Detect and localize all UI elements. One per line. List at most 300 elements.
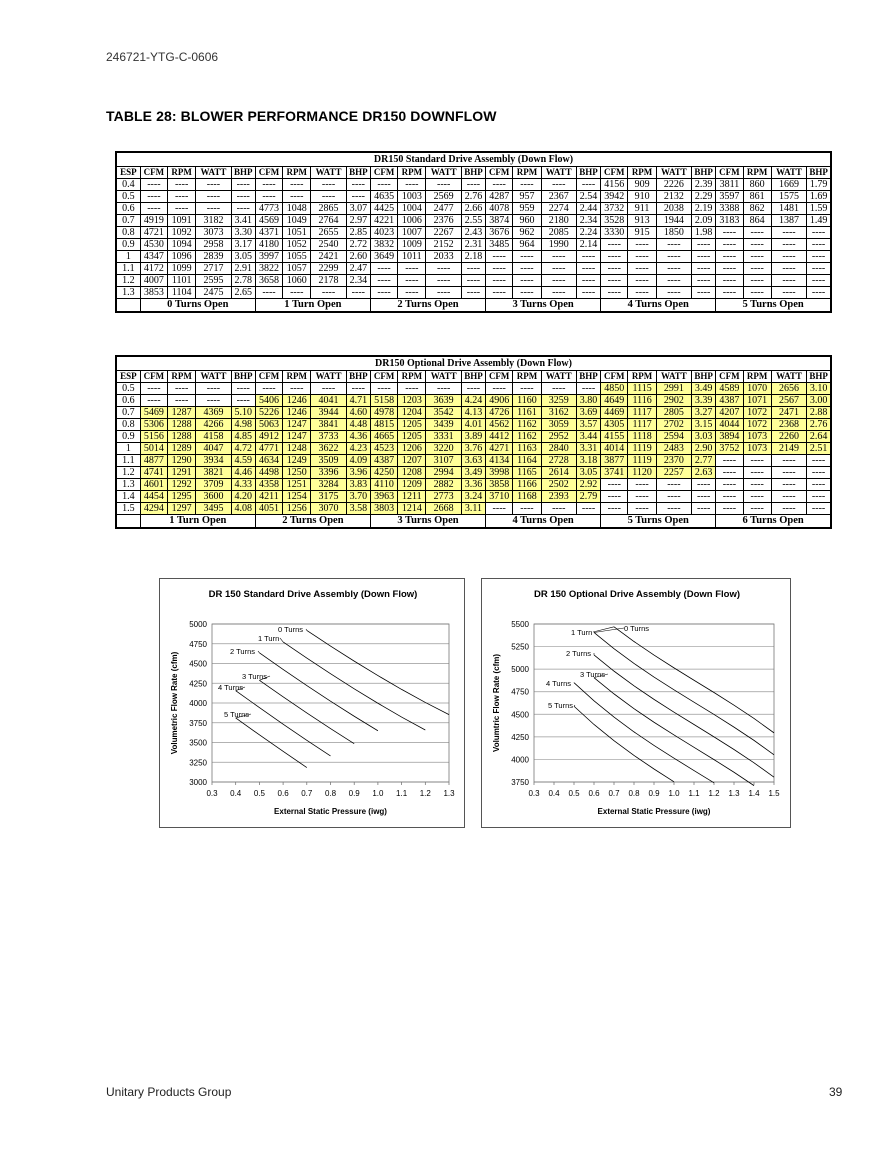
table-cell: 4.98 [231,418,255,430]
table-cell: 3.49 [461,466,485,478]
table-cell: ---- [576,286,600,298]
table-cell: 3.18 [576,454,600,466]
table-cell: ---- [370,178,397,190]
table-cell: 2882 [426,478,461,490]
table-cell: 959 [513,202,541,214]
table-cell: 2267 [426,226,461,238]
table-cell: 1251 [283,478,311,490]
table-cell: 2.72 [346,238,370,250]
table-cell: 1206 [398,442,426,454]
table-cell: ---- [771,286,806,298]
turns-open-label: 3 Turns Open [370,514,485,528]
table-cell: 3649 [370,250,397,262]
column-header: BHP [576,166,600,178]
table-cell: 2728 [541,454,576,466]
table-cell: 3832 [370,238,397,250]
x-axis-label: External Static Pressure (iwg) [274,807,387,816]
table-cell: 4369 [196,406,231,418]
table-cell: ---- [426,286,461,298]
y-tick-label: 3750 [189,718,207,728]
table-cell: ---- [541,178,576,190]
table-cell: ---- [807,490,831,502]
table-cell: 2.34 [576,214,600,226]
table-cell: 3822 [255,262,282,274]
table-cell: 1162 [513,430,541,442]
table-cell: 1290 [168,454,196,466]
series-line [574,683,714,783]
table-cell: 4721 [140,226,167,238]
table-cell: 3.41 [231,214,255,226]
table-cell: 3073 [196,226,231,238]
table-cell: ---- [398,262,426,274]
column-header: RPM [283,166,311,178]
table-cell: 3.17 [231,238,255,250]
table-cell: ---- [311,286,346,298]
table-cell: ---- [771,262,806,274]
table-cell: 1051 [283,226,311,238]
table-cell: ---- [426,274,461,286]
table-cell: 3059 [541,418,576,430]
table-cell: 3.69 [576,406,600,418]
y-tick-label: 5500 [511,620,529,629]
table-cell: 2958 [196,238,231,250]
table-cell: 4.85 [231,430,255,442]
table-cell: 4773 [255,202,282,214]
table-cell: 3998 [486,466,513,478]
column-header: RPM [283,370,311,382]
esp-cell: 1.3 [116,478,140,490]
table-cell: 915 [628,226,656,238]
table-cell: 4387 [370,454,397,466]
table-cell: 4.36 [346,430,370,442]
table-cell: ---- [771,226,806,238]
table-cell: 2483 [656,442,691,454]
table-row [116,190,831,202]
table-row [116,382,831,394]
footer-company: Unitary Products Group [106,1085,232,1099]
table-cell: 1297 [168,502,196,514]
series-label: 0 Turns [278,625,304,634]
table-cell: 2.19 [692,202,716,214]
table-cell: 2367 [541,190,576,202]
table-cell: 3.63 [461,454,485,466]
table-cell: 1119 [628,454,656,466]
table-row [116,406,831,418]
table-cell: 3622 [311,442,346,454]
x-tick-label: 0.4 [230,789,242,798]
table-row [116,214,831,226]
table-cell: ---- [628,250,656,262]
table-cell: ---- [231,394,255,406]
turns-open-label: 2 Turns Open [255,514,370,528]
table-cell: ---- [743,466,771,478]
table-cell: 1165 [513,466,541,478]
table-cell: ---- [541,382,576,394]
x-tick-label: 0.8 [324,789,337,798]
table-cell: ---- [656,478,691,490]
esp-cell: 1 [116,250,140,262]
column-header: RPM [628,166,656,178]
table-cell: 4.23 [346,442,370,454]
table-cell: ---- [283,190,311,202]
x-tick-label: 0.7 [301,789,313,798]
esp-cell: 1.4 [116,490,140,502]
table-cell: ---- [196,394,231,406]
table-row [116,502,831,514]
table-cell: 4649 [601,394,628,406]
y-tick-label: 5000 [189,620,207,629]
table-cell: 2.88 [807,406,831,418]
y-tick-label: 4750 [189,639,207,649]
table-cell: 2865 [311,202,346,214]
x-tick-label: 0.6 [277,789,289,798]
table-cell: 4850 [601,382,628,394]
table-cell: ---- [576,382,600,394]
table-row [116,478,831,490]
table-cell: 1092 [168,226,196,238]
table-row [116,418,831,430]
table-cell: 3.15 [692,418,716,430]
table-cell: 5469 [140,406,167,418]
table-cell: 2368 [771,418,806,430]
column-header: ESP [116,166,140,178]
x-tick-label: 0.8 [628,789,640,798]
esp-cell: 0.4 [116,178,140,190]
table-cell: 4530 [140,238,167,250]
series-label: 5 Turns [548,701,574,710]
table-cell: 4523 [370,442,397,454]
table-cell: ---- [140,202,167,214]
table-cell: 4919 [140,214,167,226]
table-cell: ---- [168,202,196,214]
table-cell: 4912 [255,430,282,442]
table-cell: 2.09 [692,214,716,226]
table-cell: 2773 [426,490,461,502]
table-cell: 2952 [541,430,576,442]
table-cell: ---- [743,490,771,502]
table-cell: 1160 [513,394,541,406]
x-tick-label: 0.9 [648,789,660,798]
table-row [116,178,831,190]
table-cell: ---- [771,274,806,286]
table-cell: 2.43 [461,226,485,238]
table-cell: 1850 [656,226,691,238]
table-cell: 911 [628,202,656,214]
table-cell: ---- [628,502,656,514]
table-cell: 3858 [486,478,513,490]
table-cell: 4044 [716,418,743,430]
table-cell: ---- [486,274,513,286]
table-row [116,274,831,286]
table-cell: ---- [486,178,513,190]
table-cell: 3944 [311,406,346,418]
chart-title: DR 150 Optional Drive Assembly (Down Flow) [533,589,741,600]
table-cell: 4051 [255,502,282,514]
x-tick-label: 0.6 [588,789,600,798]
table-cell: ---- [743,502,771,514]
table-cell: 860 [743,178,771,190]
table-cell: 864 [743,214,771,226]
column-header: ESP [116,370,140,382]
table-cell: ---- [692,490,716,502]
column-header: CFM [601,166,628,178]
table-cell: ---- [370,382,397,394]
table-cell: 4110 [370,478,397,490]
table-cell: ---- [346,382,370,394]
table-cell: ---- [513,262,541,274]
table-cell: ---- [486,286,513,298]
table-cell: ---- [601,490,628,502]
table-cell: 1205 [398,430,426,442]
table-cell: ---- [576,262,600,274]
table-cell: 1291 [168,466,196,478]
table-cell: ---- [716,250,743,262]
table-cell: 2.14 [576,238,600,250]
table-cell: 1166 [513,478,541,490]
table-cell: 1387 [771,214,806,226]
series-line [594,655,774,777]
esp-cell: 1.3 [116,286,140,298]
table-cell: 3509 [311,454,346,466]
x-tick-label: 1.3 [728,789,740,798]
table-cell: 3.03 [692,430,716,442]
table-cell: 1073 [743,430,771,442]
table-cell: 4221 [370,214,397,226]
table-cell: 4.09 [346,454,370,466]
table-cell: ---- [656,262,691,274]
column-header: WATT [311,370,346,382]
table-cell: 1070 [743,382,771,394]
table-cell: 3070 [311,502,346,514]
table-cell: ---- [656,274,691,286]
x-tick-label: 1.5 [768,789,780,798]
table-cell: 2.91 [231,262,255,274]
table-cell: ---- [486,502,513,514]
column-header: WATT [541,370,576,382]
column-header: BHP [346,370,370,382]
series-label: 5 Turns [224,710,250,719]
column-header: BHP [231,166,255,178]
table-cell: 964 [513,238,541,250]
column-header: WATT [656,166,691,178]
table-cell: 4207 [716,406,743,418]
table-cell: ---- [807,502,831,514]
table-cell: 1060 [283,274,311,286]
column-header: WATT [426,166,461,178]
column-header: BHP [346,166,370,178]
table-cell: ---- [743,250,771,262]
turns-blank-cell [116,514,140,528]
table-cell: 2902 [656,394,691,406]
table-cell: 2.85 [346,226,370,238]
table-cell: ---- [231,190,255,202]
x-tick-label: 1.1 [688,789,700,798]
column-header: CFM [140,166,167,178]
table-cell: 2033 [426,250,461,262]
column-header: RPM [743,370,771,382]
series-line [594,678,754,786]
table-cell: 2717 [196,262,231,274]
esp-cell: 1.2 [116,274,140,286]
y-tick-label: 4500 [189,659,207,669]
table-cell: ---- [346,178,370,190]
table-cell: 3877 [601,454,628,466]
table-cell: 5063 [255,418,282,430]
table-cell: ---- [513,274,541,286]
table-cell: ---- [716,454,743,466]
table-cell: 1246 [283,394,311,406]
column-header: RPM [168,370,196,382]
table-cell: ---- [576,274,600,286]
table-cell: ---- [716,286,743,298]
table-cell: 5406 [255,394,282,406]
table-cell: 2.34 [346,274,370,286]
table-cell: ---- [140,394,167,406]
esp-cell: 1.2 [116,466,140,478]
column-header: CFM [370,370,397,382]
table-cell: 3.80 [576,394,600,406]
table-cell: 2.39 [692,178,716,190]
table-cell: ---- [370,262,397,274]
table-cell: ---- [283,178,311,190]
table-cell: 909 [628,178,656,190]
x-tick-label: 0.9 [348,789,360,798]
table-cell: ---- [513,250,541,262]
table-cell: 962 [513,226,541,238]
table-cell: 5158 [370,394,397,406]
table-cell: 1003 [398,190,426,202]
table-caption: DR150 Standard Drive Assembly (Down Flow) [116,152,831,166]
table-cell: 3259 [541,394,576,406]
table-cell: 1052 [283,238,311,250]
series-label: 3 Turns [580,670,606,679]
table-cell: ---- [743,262,771,274]
table-cell: 2.76 [807,418,831,430]
table-cell: 1073 [743,442,771,454]
table-cell: ---- [807,274,831,286]
table-cell: 4387 [716,394,743,406]
table-cell: 1162 [513,418,541,430]
table-row [116,490,831,502]
document-id: 246721-YTG-C-0606 [106,50,219,64]
table-cell: ---- [771,502,806,514]
table-cell: 2370 [656,454,691,466]
table-cell: 4023 [370,226,397,238]
x-tick-label: 1.3 [443,789,455,798]
table-cell: 4047 [196,442,231,454]
y-tick-label: 4000 [511,755,529,765]
table-cell: ---- [656,250,691,262]
y-axis-label: Volumtric Flow Rate (cfm) [492,653,501,753]
table-cell: 3.27 [692,406,716,418]
table-cell: 1295 [168,490,196,502]
table-cell: 1104 [168,286,196,298]
series-line [594,632,774,754]
table-cell: 4041 [311,394,346,406]
table-cell: 3.10 [807,382,831,394]
table-cell: ---- [628,238,656,250]
table-cell: 2594 [656,430,691,442]
x-tick-label: 0.3 [206,789,218,798]
table-cell: ---- [231,178,255,190]
table-cell: 2839 [196,250,231,262]
table-cell: 3894 [716,430,743,442]
optional-drive-chart [481,578,791,828]
table-cell: 1209 [398,478,426,490]
series-line [574,706,674,782]
table-cell: 3821 [196,466,231,478]
table-cell: 4978 [370,406,397,418]
table-cell: 1119 [628,442,656,454]
table-cell: 2178 [311,274,346,286]
x-tick-label: 1.1 [396,789,408,798]
table-cell: 2393 [541,490,576,502]
table-cell: ---- [255,382,282,394]
table-cell: 3.24 [461,490,485,502]
turns-open-label: 0 Turns Open [140,298,255,312]
column-header: CFM [486,166,513,178]
table-cell: ---- [231,202,255,214]
table-cell: 3.76 [461,442,485,454]
table-cell: ---- [628,274,656,286]
table-cell: ---- [311,190,346,202]
table-cell: 4454 [140,490,167,502]
table-cell: 4589 [716,382,743,394]
table-cell: 2655 [311,226,346,238]
table-cell: ---- [807,226,831,238]
column-header: WATT [656,370,691,382]
turns-open-label: 4 Turns Open [601,298,716,312]
table-cell: ---- [807,238,831,250]
column-header: BHP [576,370,600,382]
column-header: CFM [370,166,397,178]
table-cell: ---- [486,250,513,262]
table-cell: 2.63 [692,466,716,478]
table-cell: 862 [743,202,771,214]
series-leader-line [280,638,283,642]
table-cell: ---- [513,502,541,514]
table-cell: 1115 [628,382,656,394]
table-cell: 1.49 [807,214,831,226]
table-cell: 4250 [370,466,397,478]
table-cell: 3388 [716,202,743,214]
y-axis-label: Volumetric Flow Rate (cfm) [170,651,179,755]
table-cell: 2.92 [576,478,600,490]
optional-drive-chart-svg [482,579,792,829]
table-cell: 1118 [628,430,656,442]
table-cell: 1990 [541,238,576,250]
table-cell: 5.10 [231,406,255,418]
series-leader-line [258,651,259,653]
table-cell: 4412 [486,430,513,442]
table-cell: 1288 [168,418,196,430]
table-cell: ---- [576,250,600,262]
table-cell: 1.98 [692,226,716,238]
turns-open-label: 6 Turns Open [716,514,831,528]
table-cell: 3.83 [346,478,370,490]
column-header: RPM [398,166,426,178]
table-cell: 4.20 [231,490,255,502]
table-cell: 4.08 [231,502,255,514]
table-cell: ---- [601,478,628,490]
table-cell: 2.66 [461,202,485,214]
table-cell: 1205 [398,418,426,430]
esp-cell: 0.8 [116,418,140,430]
table-cell: ---- [196,382,231,394]
table-cell: 2274 [541,202,576,214]
table-cell: 2.90 [692,442,716,454]
table-cell: 1091 [168,214,196,226]
